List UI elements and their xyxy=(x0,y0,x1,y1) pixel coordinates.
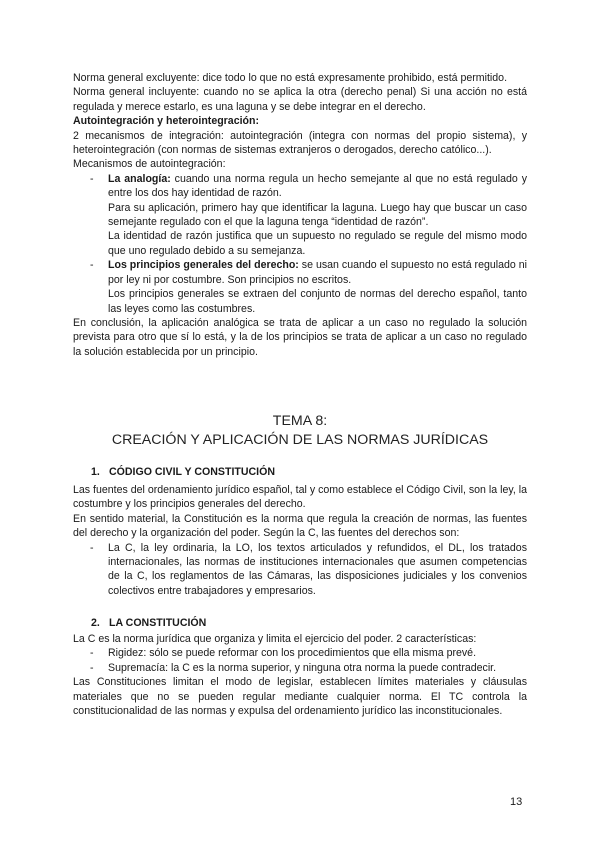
text-analogia: cuando una norma regula un hecho semejante al que no está regulado y entre los dos hay identidad de razón. xyxy=(108,172,528,200)
list-dash: - xyxy=(90,259,94,272)
list-dash: - xyxy=(90,541,94,554)
section-number: 2. xyxy=(91,617,100,629)
list-dash: - xyxy=(90,661,94,674)
list-dash: - xyxy=(90,172,94,185)
list-item-analogia xyxy=(73,172,527,201)
paragraph-fuentes: Las fuentes del ordenamiento jurídico español, tal y como establece el Código Civil, son la ley, la costumbre y los principios generales del derecho. xyxy=(73,484,527,511)
term-principios: Los principios generales del derecho: xyxy=(108,259,299,272)
text-supremacia: Supremacía: la C es la norma superior, y ninguna otra norma la puede contradecir. xyxy=(108,661,497,674)
tema-title: CREACIÓN Y APLICACIÓN DE LAS NORMAS JURÍDICAS xyxy=(111,432,489,448)
list-item-fuentes xyxy=(73,541,527,599)
tema-number: TEMA 8: xyxy=(272,413,328,429)
paragraph-sentido-material: En sentido material, la Constitución es la norma que regula la creación de normas, las fuentes del derecho y la organización del poder. Según la C, las fuentes del derechos son: xyxy=(73,512,527,540)
text-rigidez: Rigidez: sólo se puede reformar con los procedimientos que ella misma prevé. xyxy=(108,647,477,660)
paragraph-incluyente: Norma general incluyente: cuando no se aplica la otra (derecho penal) Si una acción no está regulada y merece estarlo, es una laguna y se debe integrar en el derecho. xyxy=(73,86,527,113)
paragraph-mecanismos: 2 mecanismos de integración: autointegración (integra con normas del propio sistema), y heterointegración (con normas de sistemas extranjeros o derogados, derecho católico...). xyxy=(73,129,527,157)
page-number: 13 xyxy=(510,796,523,808)
paragraph-mecanismos-auto: Mecanismos de autointegración: xyxy=(73,158,226,171)
section-heading-2 xyxy=(91,617,206,629)
paragraph-conclusion: En conclusión, la aplicación analógica se trata de aplicar a un caso no regulado la solución prevista para otro que sí lo está, y la de los principios se trata de aplicar a un caso no regulado la solución establecida por un principio. xyxy=(73,316,527,358)
paragraph-principios-extraen: Los principios generales se extraen del conjunto de normas del derecho español, tanto las leyes como las costumbres. xyxy=(108,288,527,315)
intro-block xyxy=(73,71,527,359)
heading-autointegracion: Autointegración y heterointegración: xyxy=(73,115,259,128)
paragraph-excluyente: Norma general excluyente: dice todo lo que no está expresamente prohibido, está permitido. xyxy=(73,72,508,84)
term-analogia: La analogía: xyxy=(108,172,171,185)
paragraph-limites: Las Constituciones limitan el modo de legislar, establecen límites materiales y cláusulas materiales que no se pueden regular mediante cualquier norma. El TC controla la constitucionalidad de las normas y expulsa del ordenamiento jurídico las inconstitucionales. xyxy=(73,676,527,718)
section2-block xyxy=(73,632,527,718)
section-number: 1. xyxy=(91,466,100,478)
list-item-principios xyxy=(73,258,527,287)
paragraph-analogia-aplicacion: Para su aplicación, primero hay que identificar la laguna. Luego hay que buscar un caso semejante regulado con el que la laguna tenga “identidad de razón”. xyxy=(108,201,527,229)
text-fuentes: La C, la ley ordinaria, la LO, los textos articulados y refundidos, el DL, los tratados internacionales, las normas de instituciones internacionales que asumen competencias de la C, los reglamentos de las Cámaras, las disposiciones judiciales y los convenios colectivos entre trabajadores y empresarios. xyxy=(108,541,527,597)
paragraph-analogia-identidad: La identidad de razón justifica que un supuesto no regulado se regule del mismo modo que uno regulado debido a su semejanza. xyxy=(108,230,527,257)
section-title: LA CONSTITUCIÓN xyxy=(109,617,207,629)
section1-block xyxy=(73,483,527,598)
section-heading-1 xyxy=(91,466,275,478)
list-dash: - xyxy=(90,647,94,660)
list-item-rigidez xyxy=(73,646,527,660)
paragraph-constitucion: La C es la norma jurídica que organiza y limita el ejercicio del poder. 2 características: xyxy=(73,633,477,645)
text-principios: se usan cuando el supuesto no está regulado ni por ley ni por costumbre. Son principios no escritos. xyxy=(108,259,527,286)
section-title: CÓDIGO CIVIL Y CONSTITUCIÓN xyxy=(109,466,275,478)
list-item-supremacia xyxy=(73,661,527,675)
